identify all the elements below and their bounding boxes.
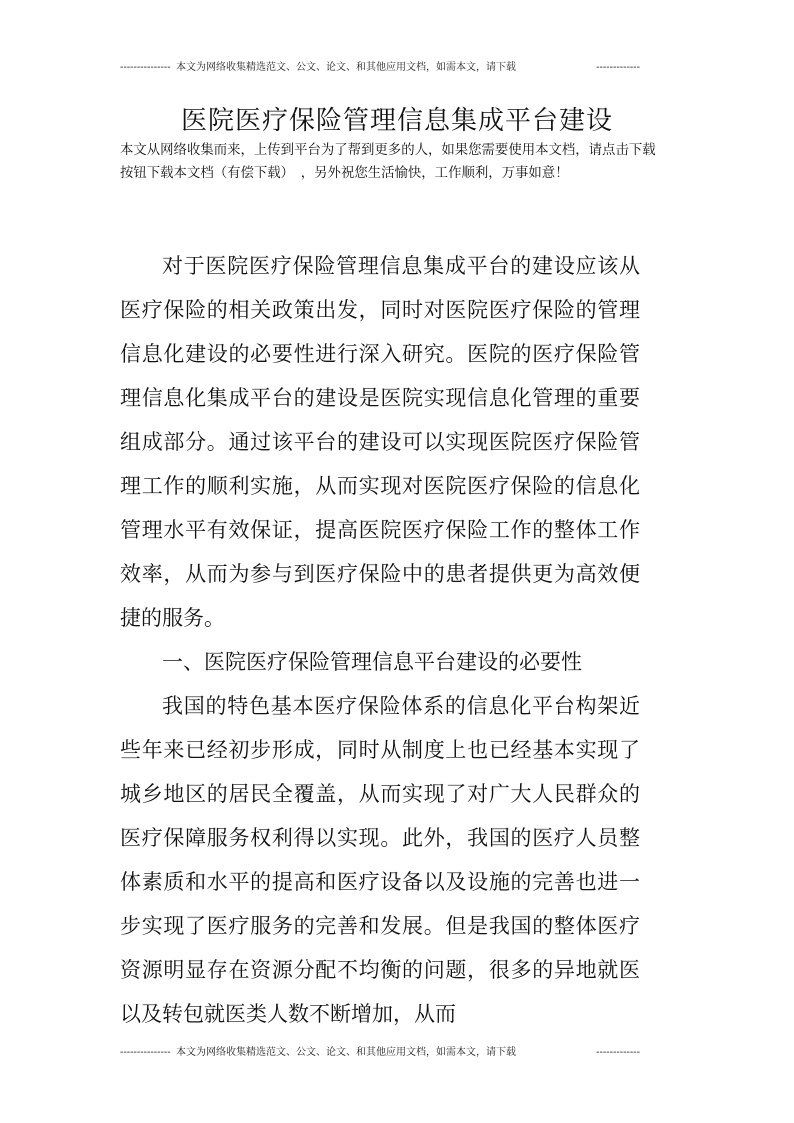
footer-dash-left: --------------- (120, 1047, 171, 1058)
document-title: 医院医疗保险管理信息集成平台建设 (180, 106, 613, 136)
header-text: 本文为网络收集精选范文、公文、论文、和其他应用文档，如需本文，请下载 (176, 62, 516, 73)
page-footer (120, 1046, 640, 1060)
header-dash-left: --------------- (120, 62, 171, 73)
document-body (120, 244, 640, 1036)
body-paragraph: 我国的特色基本医疗保险体系的信息化平台构架近些年来已经初步形成，同时从制度上也已经基本实现了城乡地区的居民全覆盖，从而实现了对广大人民群众的医疗保障服务权利得以实现。此外，我国的医疗人员整体素质和水平的提高和医疗设备以及设施的完善也进一步实现了医疗服务的完善和发展。但是我国的整体医疗资源明显存在资源分配不均衡的问题，很多的异地就医以及转包就医类人数不断增加，从而 (120, 694, 640, 1026)
section-heading: 一、医院医疗保险管理信息平台建设的必要性 (162, 650, 582, 674)
download-note: 本文从网络收集而来，上传到平台为了帮到更多的人，如果您需要使用本文档，请点击下载按钮下载本文档（有偿下载） ，另外祝您生活愉快，工作顺利，万事如意！ (120, 143, 656, 181)
page-header (120, 61, 640, 75)
body-paragraph: 对于医院医疗保险管理信息集成平台的建设应该从医疗保险的相关政策出发，同时对医院医疗保险的管理信息化建设的必要性进行深入研究。医院的医疗保险管理信息化集成平台的建设是医院实现信息化管理的重要组成部分。通过该平台的建设可以实现医院医疗保险管理工作的顺利实施，从而实现对医院医疗保险的信息化管理水平有效保证，提高医院医疗保险工作的整体工作效率，从而为参与到医疗保险中的患者提供更为高效便捷的服务。 (120, 254, 640, 630)
footer-dash-right: ------------- (596, 1047, 640, 1058)
header-dash-right: ------------- (596, 62, 640, 73)
footer-text: 本文为网络收集精选范文、公文、论文、和其他应用文档，如需本文，请下载 (176, 1047, 516, 1058)
